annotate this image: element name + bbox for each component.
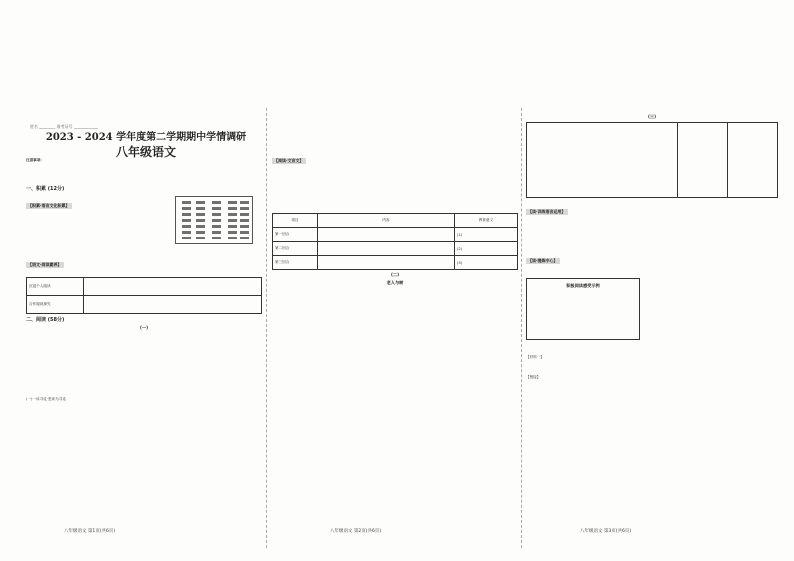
part-2-heading: (二) — [390, 272, 399, 277]
table-row: 第一回合 (1) — [273, 228, 518, 242]
material-table — [526, 122, 778, 198]
section-1-sub: 【积累·语言文化积累】 — [28, 203, 70, 209]
link-label: 【链接】 — [526, 375, 541, 380]
page-footer: 八年级语文 第3页(共6页) — [580, 529, 632, 534]
example-box-caption: 积极阅读感受示例 — [566, 283, 600, 288]
page-divider — [266, 108, 267, 548]
table-header: 项目 — [273, 214, 318, 228]
part-3-heading: (三) — [647, 114, 656, 119]
exam-title: 2023 - 2024 学年度第二学期期中学情调研 — [45, 132, 247, 143]
subsection-heading: 【读·训练语言运用】 — [528, 209, 566, 214]
calligraphy-image — [175, 196, 253, 244]
table-row: 第二回合 (2) — [273, 242, 518, 256]
table-header: 内容 — [318, 214, 455, 228]
table-row-label: 沉浸个人阅读 — [27, 278, 84, 296]
part-1-heading: (一) — [139, 325, 148, 331]
table-row-label: 合作阅读探究 — [27, 296, 84, 314]
subsection-heading: 【阅读·文言文】 — [274, 158, 304, 163]
comparison-table — [272, 213, 518, 270]
page-divider — [521, 108, 522, 548]
page-footer: 八年级语文 第2页(共6页) — [330, 529, 382, 534]
reading-subsection-heading: 【语文·阅读素养】 — [28, 262, 62, 268]
part-a-heading: (一)一读寻觅·悉读为寻觅 — [26, 397, 66, 402]
subject-title: 八年级语文 — [115, 145, 176, 159]
table-header: 教育意义 — [455, 214, 518, 228]
section-1-heading: 一、积累 (12分) — [26, 186, 65, 193]
page3-column — [526, 112, 778, 544]
material-label: 【材料一】 — [526, 355, 544, 359]
table-row: 第三回合 (3) — [273, 256, 518, 270]
page2-column — [272, 112, 518, 544]
essay-title: 老人与树 — [386, 280, 404, 285]
section-2-heading: 二、阅读 (58分) — [26, 317, 65, 324]
reading-plan-table — [26, 277, 262, 314]
student-info-line: 姓名 ________ 准考证号 ____________ — [30, 124, 98, 129]
example-box — [526, 278, 640, 340]
page-footer: 八年级语文 第1页(共6页) — [64, 529, 116, 534]
subsection-heading: 【读·提炼中心】 — [528, 258, 558, 263]
notice-label: 注意事项: — [26, 158, 42, 162]
